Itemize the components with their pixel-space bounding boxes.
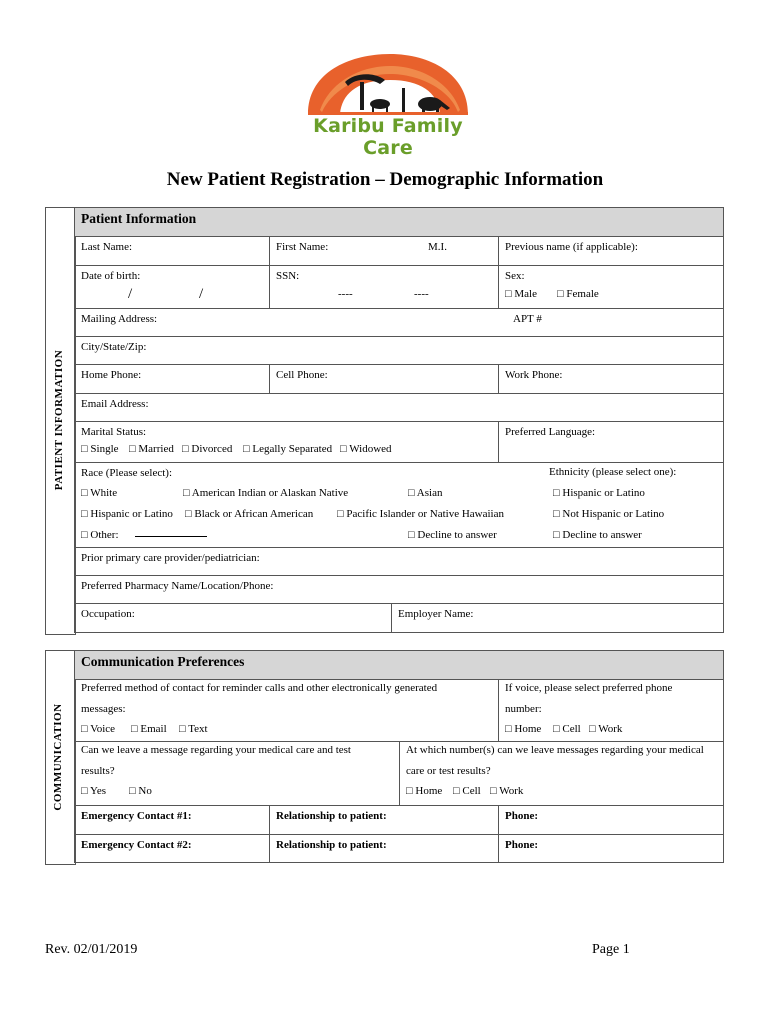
apt-label: APT # (513, 313, 542, 325)
emergency-contact-1-phone-label: Phone: (505, 810, 538, 822)
prior-provider-field[interactable] (74, 547, 724, 576)
employer-field[interactable] (391, 603, 724, 633)
marital-divorced-checkbox[interactable]: □ Divorced (182, 443, 233, 455)
dob-slash-1: / (128, 286, 133, 302)
prior-provider-label: Prior primary care provider/pediatrician: (81, 552, 260, 564)
method-text-checkbox[interactable]: □ Text (179, 723, 208, 735)
city-state-zip-field[interactable] (74, 336, 724, 365)
communication-section-header: Communication Preferences (74, 650, 724, 680)
marital-status-field (74, 421, 499, 463)
emergency-contact-1-phone-field[interactable] (498, 805, 724, 835)
previous-name-field[interactable] (498, 236, 724, 266)
marital-status-label: Marital Status: (81, 426, 147, 438)
marital-separated-checkbox[interactable]: □ Legally Separated (243, 443, 333, 455)
dob-field[interactable] (74, 265, 270, 309)
race-black-checkbox[interactable]: □ Black or African American (185, 508, 314, 520)
cell-phone-field[interactable] (269, 364, 499, 394)
logo-text: Karibu Family Care (313, 115, 463, 159)
voice-cell-checkbox[interactable]: □ Cell (553, 723, 581, 735)
emergency-contact-2-phone-label: Phone: (505, 839, 538, 851)
work-phone-label: Work Phone: (505, 369, 563, 381)
message-number-block (399, 741, 724, 806)
message-home-checkbox[interactable]: □ Home (406, 785, 443, 797)
page-number: Page 1 (592, 942, 630, 957)
race-pacific-islander-checkbox[interactable]: □ Pacific Islander or Native Hawaiian (337, 508, 504, 520)
page-title: New Patient Registration – Demographic Information (166, 169, 604, 190)
emergency-contact-1-field[interactable] (74, 805, 270, 835)
race-hispanic-checkbox[interactable]: □ Hispanic or Latino (81, 508, 173, 520)
preferred-method-block (74, 679, 499, 742)
mi-label: M.I. (428, 241, 447, 253)
method-voice-checkbox[interactable]: □ Voice (81, 723, 116, 735)
emergency-contact-2-phone-field[interactable] (498, 834, 724, 863)
sex-male-checkbox[interactable]: □ Male (505, 288, 537, 300)
message-work-checkbox[interactable]: □ Work (490, 785, 524, 797)
message-number-label-2: care or test results? (406, 765, 491, 777)
sex-female-checkbox[interactable]: □ Female (557, 288, 599, 300)
method-email-checkbox[interactable]: □ Email (131, 723, 167, 735)
occupation-field[interactable] (74, 603, 392, 633)
leave-message-yes-checkbox[interactable]: □ Yes (81, 785, 106, 797)
occupation-label: Occupation: (81, 608, 135, 620)
dob-label: Date of birth: (81, 270, 141, 282)
voice-home-checkbox[interactable]: □ Home (505, 723, 542, 735)
emergency-contact-1-relationship-label: Relationship to patient: (276, 810, 387, 822)
voice-phone-label-1: If voice, please select preferred phone (505, 682, 673, 694)
last-name-field[interactable] (74, 236, 270, 266)
ethnicity-hispanic-checkbox[interactable]: □ Hispanic or Latino (553, 487, 645, 499)
previous-name-label: Previous name (if applicable): (505, 241, 638, 253)
first-name-field[interactable] (269, 236, 499, 266)
first-name-label: First Name: (276, 241, 329, 253)
email-label: Email Address: (81, 398, 149, 410)
race-white-checkbox[interactable]: □ White (81, 487, 118, 499)
email-field[interactable] (74, 393, 724, 422)
preferred-method-label-2: messages: (81, 703, 126, 715)
home-phone-field[interactable] (74, 364, 270, 394)
leave-message-label-1: Can we leave a message regarding your medical care and test (81, 744, 351, 756)
voice-work-checkbox[interactable]: □ Work (589, 723, 623, 735)
leave-message-block (74, 741, 400, 806)
ssn-dash-2: ---- (414, 288, 429, 300)
employer-label: Employer Name: (398, 608, 474, 620)
last-name-label: Last Name: (81, 241, 133, 253)
race-asian-checkbox[interactable]: □ Asian (408, 487, 443, 499)
patient-side-label: PATIENT INFORMATION (53, 349, 65, 491)
ethnicity-not-hispanic-checkbox[interactable]: □ Not Hispanic or Latino (553, 508, 665, 520)
ethnicity-label: Ethnicity (please select one): (549, 466, 677, 478)
mailing-address-field[interactable] (74, 308, 724, 337)
pharmacy-label: Preferred Pharmacy Name/Location/Phone: (81, 580, 274, 592)
leave-message-label-2: results? (81, 765, 115, 777)
sex-field (498, 265, 724, 309)
emergency-contact-2-relationship-field[interactable] (269, 834, 499, 863)
cell-phone-label: Cell Phone: (276, 369, 328, 381)
leave-message-no-checkbox[interactable]: □ No (129, 785, 152, 797)
work-phone-field[interactable] (498, 364, 724, 394)
race-decline-checkbox[interactable]: □ Decline to answer (408, 529, 497, 541)
marital-widowed-checkbox[interactable]: □ Widowed (340, 443, 392, 455)
ssn-label: SSN: (276, 270, 300, 282)
race-american-indian-checkbox[interactable]: □ American Indian or Alaskan Native (183, 487, 349, 499)
dob-slash-2: / (199, 286, 204, 302)
ssn-dash-1: ---- (338, 288, 353, 300)
voice-phone-label-2: number: (505, 703, 542, 715)
sex-label: Sex: (505, 270, 525, 282)
marital-single-checkbox[interactable]: □ Single (81, 443, 119, 455)
preferred-language-field[interactable] (498, 421, 724, 463)
emergency-contact-1-relationship-field[interactable] (269, 805, 499, 835)
race-label: Race (Please select): (81, 467, 173, 479)
voice-phone-block (498, 679, 724, 742)
race-ethnicity-block (74, 462, 724, 548)
pharmacy-field[interactable] (74, 575, 724, 604)
emergency-contact-2-label: Emergency Contact #2: (81, 839, 192, 851)
emergency-contact-2-relationship-label: Relationship to patient: (276, 839, 387, 851)
race-other-line[interactable] (135, 536, 207, 537)
preferred-language-label: Preferred Language: (505, 426, 596, 438)
mailing-address-label: Mailing Address: (81, 313, 158, 325)
ethnicity-decline-checkbox[interactable]: □ Decline to answer (553, 529, 642, 541)
home-phone-label: Home Phone: (81, 369, 142, 381)
message-cell-checkbox[interactable]: □ Cell (453, 785, 481, 797)
communication-side-label: COMMUNICATION (52, 703, 64, 811)
patient-section-header: Patient Information (74, 207, 724, 237)
revision-date: Rev. 02/01/2019 (45, 942, 138, 957)
emergency-contact-1-label: Emergency Contact #1: (81, 810, 192, 822)
preferred-method-label-1: Preferred method of contact for reminder calls and other electronically generated (81, 682, 438, 694)
emergency-contact-2-field[interactable] (74, 834, 270, 863)
race-other-checkbox[interactable]: □ Other: (81, 529, 119, 541)
ssn-field[interactable] (269, 265, 499, 309)
marital-married-checkbox[interactable]: □ Married (129, 443, 174, 455)
city-state-zip-label: City/State/Zip: (81, 341, 147, 353)
message-number-label-1: At which number(s) can we leave messages regarding your medical (406, 744, 704, 756)
